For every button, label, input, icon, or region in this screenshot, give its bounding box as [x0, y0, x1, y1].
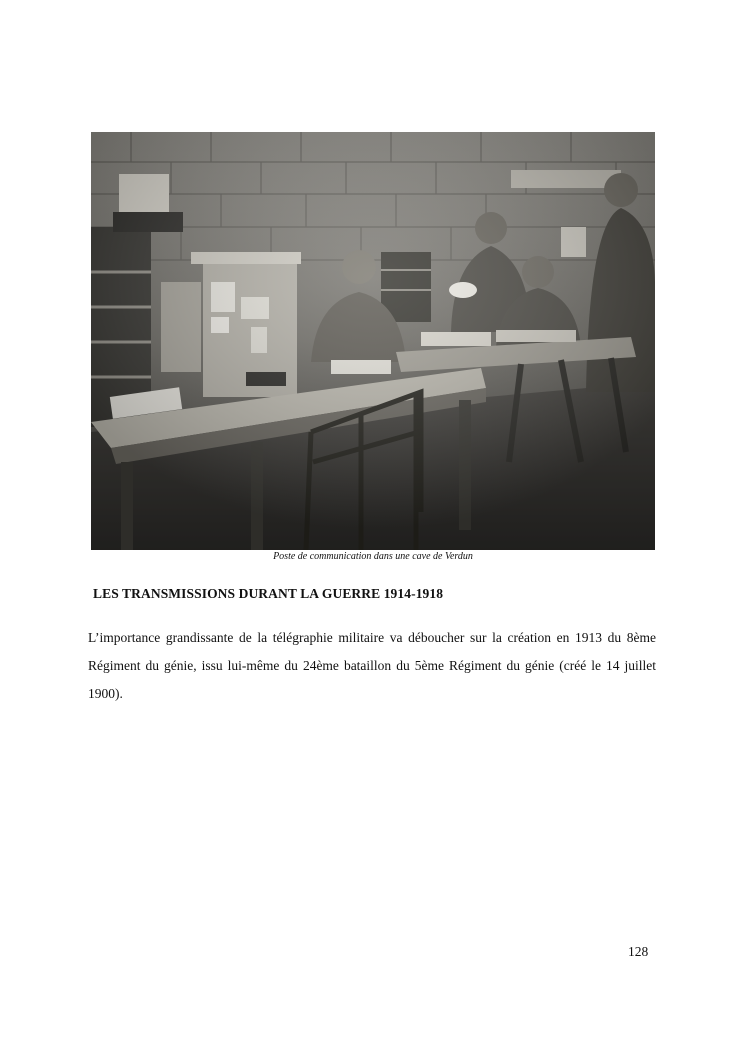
page-number: 128	[628, 944, 649, 959]
photograph-drawing	[91, 132, 655, 550]
section-heading: LES TRANSMISSIONS DURANT LA GUERRE 1914-1918	[93, 586, 444, 601]
body-paragraph: L’importance grandissante de la télégraphie militaire va déboucher sur la création en 1913 du 8ème Régiment du génie, issu lui-même du 24ème bataillon du 5ème Régiment du génie (créé le 14 juillet 1900).	[88, 630, 656, 701]
verdun-cellar-photograph	[91, 132, 655, 550]
figure-caption: Poste de communication dans une cave de Verdun	[273, 551, 473, 562]
